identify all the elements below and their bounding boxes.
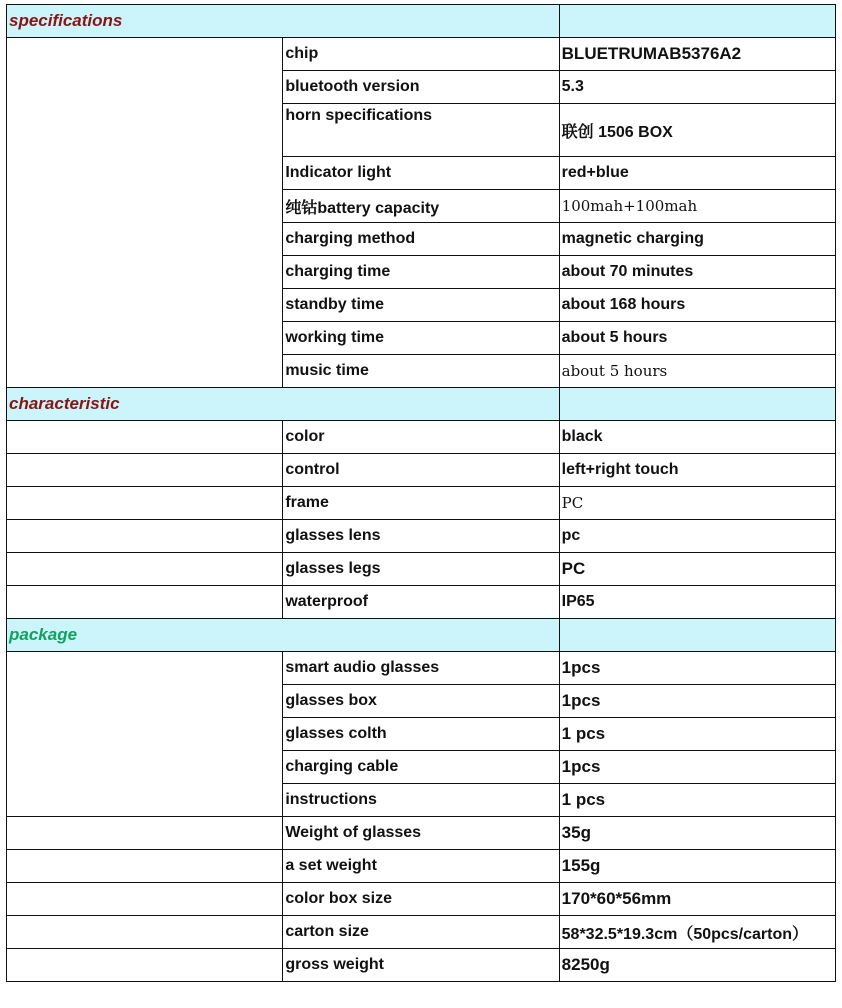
row-label: glasses lens	[283, 520, 559, 553]
table-row	[7, 520, 836, 553]
row-value: about 5 hours	[559, 355, 835, 388]
table-row	[7, 586, 836, 619]
row-label: color box size	[283, 883, 559, 916]
section-title: characteristic	[9, 394, 120, 413]
blank-cell	[7, 883, 283, 916]
row-value: 8250g	[559, 949, 835, 982]
row-label: gross weight	[283, 949, 559, 982]
row-label: chip	[283, 38, 559, 71]
row-label: charging method	[283, 223, 559, 256]
blank-cell	[7, 38, 283, 388]
section-header-blank	[559, 5, 835, 38]
row-label: charging time	[283, 256, 559, 289]
row-value: 35g	[559, 817, 835, 850]
table-row	[7, 949, 836, 982]
section-header-package	[7, 619, 836, 652]
table-row	[7, 454, 836, 487]
row-label: Weight of glasses	[283, 817, 559, 850]
blank-cell	[7, 586, 283, 619]
row-value: 170*60*56mm	[559, 883, 835, 916]
table-row	[7, 421, 836, 454]
row-value: 58*32.5*19.3cm（50pcs/carton）	[559, 916, 835, 949]
row-label: glasses legs	[283, 553, 559, 586]
row-value: IP65	[559, 586, 835, 619]
row-label: 纯钴battery capacity	[283, 190, 559, 223]
blank-cell	[7, 850, 283, 883]
row-label: charging cable	[283, 751, 559, 784]
table-row	[7, 38, 836, 71]
table-row	[7, 916, 836, 949]
section-header-characteristic	[7, 388, 836, 421]
section-header-blank	[559, 619, 835, 652]
row-value: about 5 hours	[559, 322, 835, 355]
row-label: horn specifications	[283, 104, 559, 157]
row-label: Indicator light	[283, 157, 559, 190]
row-label: color	[283, 421, 559, 454]
table-row	[7, 850, 836, 883]
row-label: smart audio glasses	[283, 652, 559, 685]
row-value: PC	[559, 487, 835, 520]
row-label: instructions	[283, 784, 559, 817]
blank-cell	[7, 487, 283, 520]
blank-cell	[7, 652, 283, 817]
section-title: package	[9, 625, 78, 644]
section-header-blank	[559, 388, 835, 421]
blank-cell	[7, 949, 283, 982]
row-value: about 70 minutes	[559, 256, 835, 289]
section-header-specifications	[7, 5, 836, 38]
section-title-cell	[7, 5, 560, 38]
row-value: PC	[559, 553, 835, 586]
row-label: standby time	[283, 289, 559, 322]
row-value: 1 pcs	[559, 718, 835, 751]
row-label: bluetooth version	[283, 71, 559, 104]
row-label: music time	[283, 355, 559, 388]
row-value: 155g	[559, 850, 835, 883]
row-label: glasses box	[283, 685, 559, 718]
row-value: pc	[559, 520, 835, 553]
row-value: 5.3	[559, 71, 835, 104]
row-label: glasses colth	[283, 718, 559, 751]
blank-cell	[7, 817, 283, 850]
section-title-cell	[7, 388, 560, 421]
row-label: a set weight	[283, 850, 559, 883]
row-value: 1pcs	[559, 652, 835, 685]
row-value: black	[559, 421, 835, 454]
row-value: 100mah+100mah	[559, 190, 835, 223]
row-label: control	[283, 454, 559, 487]
row-value: magnetic charging	[559, 223, 835, 256]
row-label: working time	[283, 322, 559, 355]
row-label: frame	[283, 487, 559, 520]
row-value: 1 pcs	[559, 784, 835, 817]
blank-cell	[7, 916, 283, 949]
row-label: carton size	[283, 916, 559, 949]
table-row	[7, 817, 836, 850]
row-value: left+right touch	[559, 454, 835, 487]
row-value: red+blue	[559, 157, 835, 190]
blank-cell	[7, 520, 283, 553]
section-title-cell	[7, 619, 560, 652]
blank-cell	[7, 553, 283, 586]
table-row	[7, 652, 836, 685]
table-row	[7, 553, 836, 586]
row-value: 1pcs	[559, 751, 835, 784]
table-row	[7, 487, 836, 520]
spec-sheet-table	[6, 4, 836, 982]
row-value: about 168 hours	[559, 289, 835, 322]
row-value: 联创 1506 BOX	[559, 104, 835, 157]
blank-cell	[7, 454, 283, 487]
table-row	[7, 883, 836, 916]
row-value: 1pcs	[559, 685, 835, 718]
row-label: waterproof	[283, 586, 559, 619]
section-title: specifications	[9, 11, 123, 30]
blank-cell	[7, 421, 283, 454]
row-value: BLUETRUMAB5376A2	[559, 38, 835, 71]
